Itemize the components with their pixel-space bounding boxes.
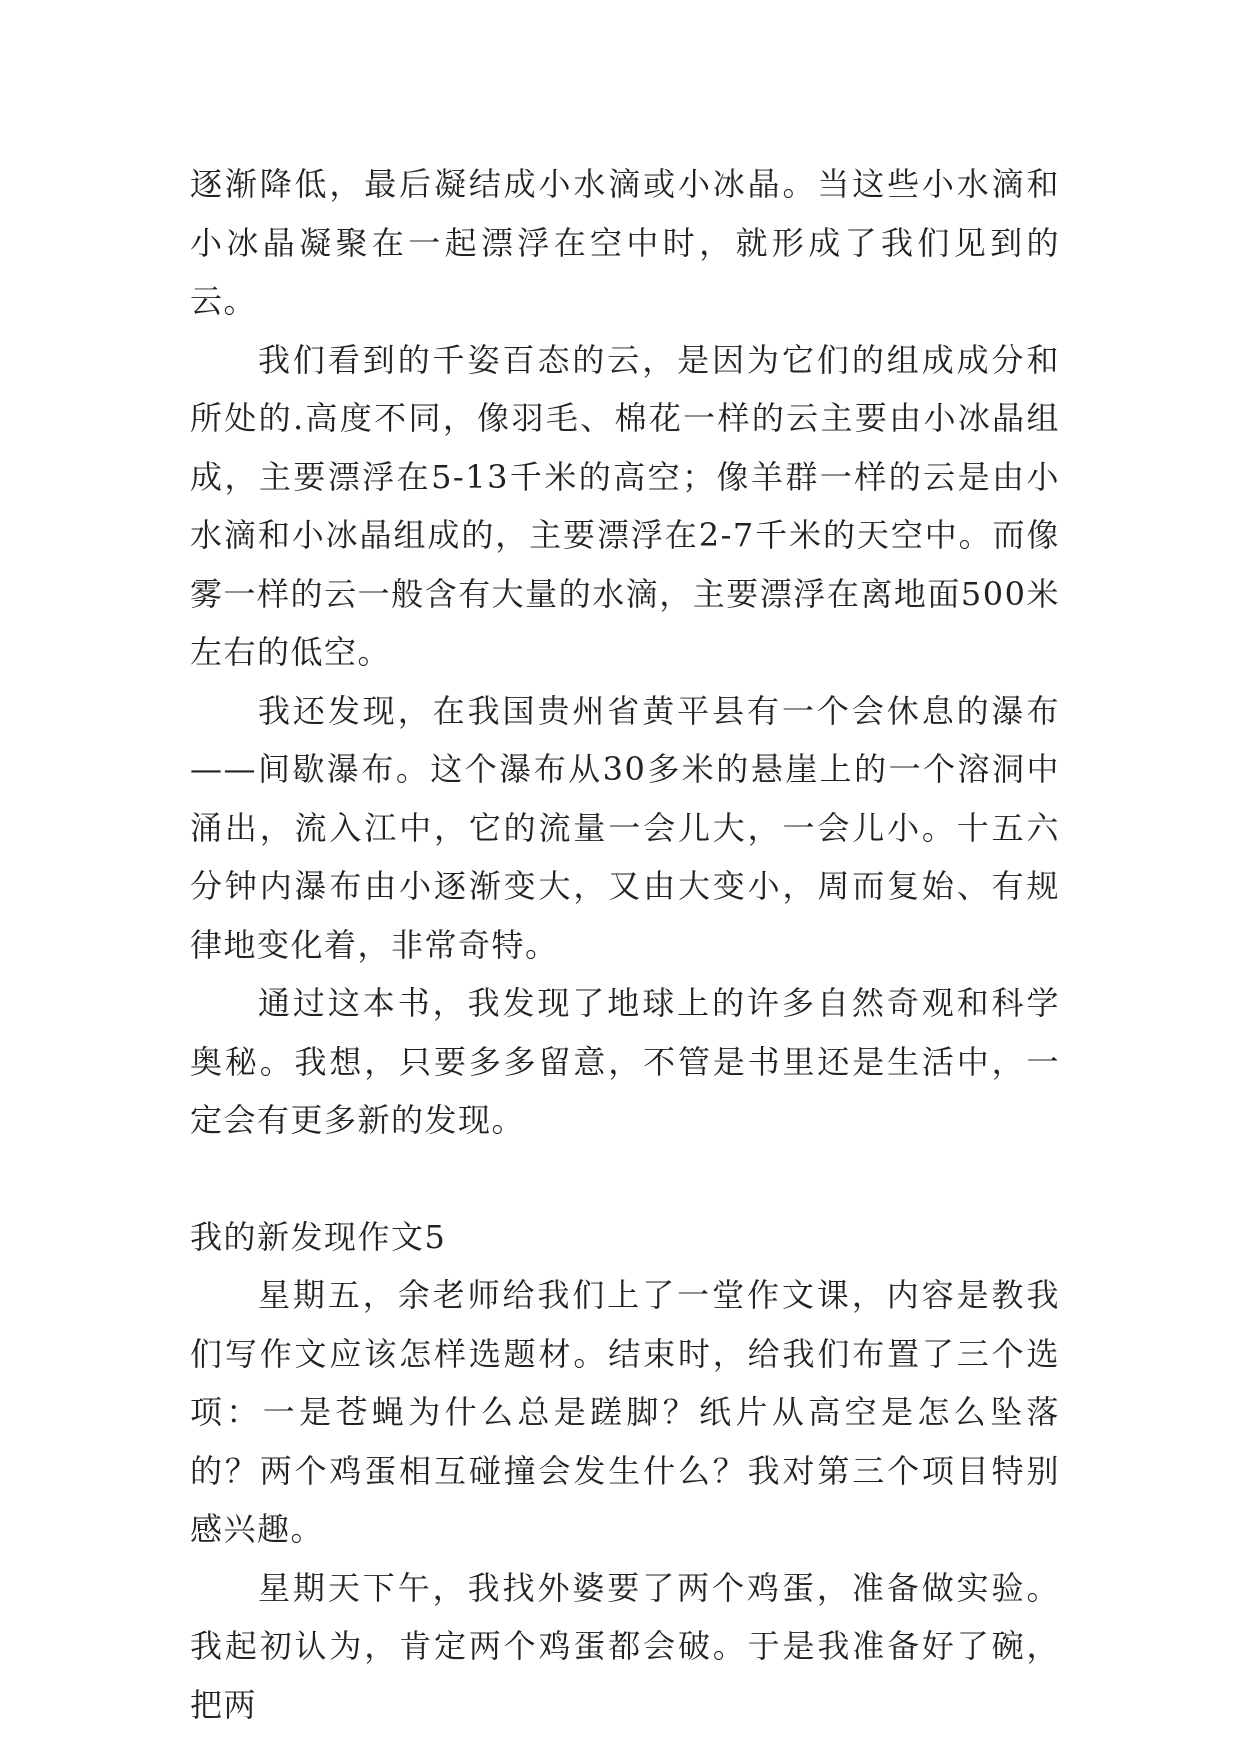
paragraph-waterfall: 我还发现，在我国贵州省黄平县有一个会休息的瀑布——间歇瀑布。这个瀑布从30多米的悬崖上的一个溶洞中涌出，流入江中，它的流量一会儿大，一会儿小。十五六分钟内瀑布由小逐渐变大，又由大变小，周而复始、有规律地变化着，非常奇特。 (190, 691, 1060, 964)
paragraph-conclusion: 通过这本书，我发现了地球上的许多自然奇观和科学奥秘。我想，只要多多留意，不管是书里还是生活中，一定会有更多新的发现。 (190, 984, 1060, 1139)
paragraph-cloud-types: 我们看到的千姿百态的云，是因为它们的组成成分和所处的.高度不同，像羽毛、棉花一样的云主要由小冰晶组成，主要漂浮在5-13千米的高空；像羊群一样的云是由小水滴和小冰晶组成的，主要漂浮在2-7千米的天空中。而像雾一样的云一般含有大量的水滴，主要漂浮在离地面500米左右的低空。 (190, 340, 1060, 671)
paragraph-egg-experiment: 星期天下午，我找外婆要了两个鸡蛋，准备做实验。我起初认为，肯定两个鸡蛋都会破。于是我准备好了碗，把两 (190, 1568, 1060, 1724)
section-heading: 我的新发现作文5 (190, 1217, 447, 1256)
document-body (190, 155, 1060, 1734)
paragraph-writing-class: 星期五，余老师给我们上了一堂作文课，内容是教我们写作文应该怎样选题材。结束时，给我们布置了三个选项：一是苍蝇为什么总是蹉脚？纸片从高空是怎么坠落的？两个鸡蛋相互碰撞会发生什么？我对第三个项目特别感兴趣。 (190, 1276, 1060, 1548)
paragraph-clouds-formation: 逐渐降低，最后凝结成小水滴或小冰晶。当这些小水滴和小冰晶凝聚在一起漂浮在空中时，就形成了我们见到的云。 (190, 165, 1060, 320)
